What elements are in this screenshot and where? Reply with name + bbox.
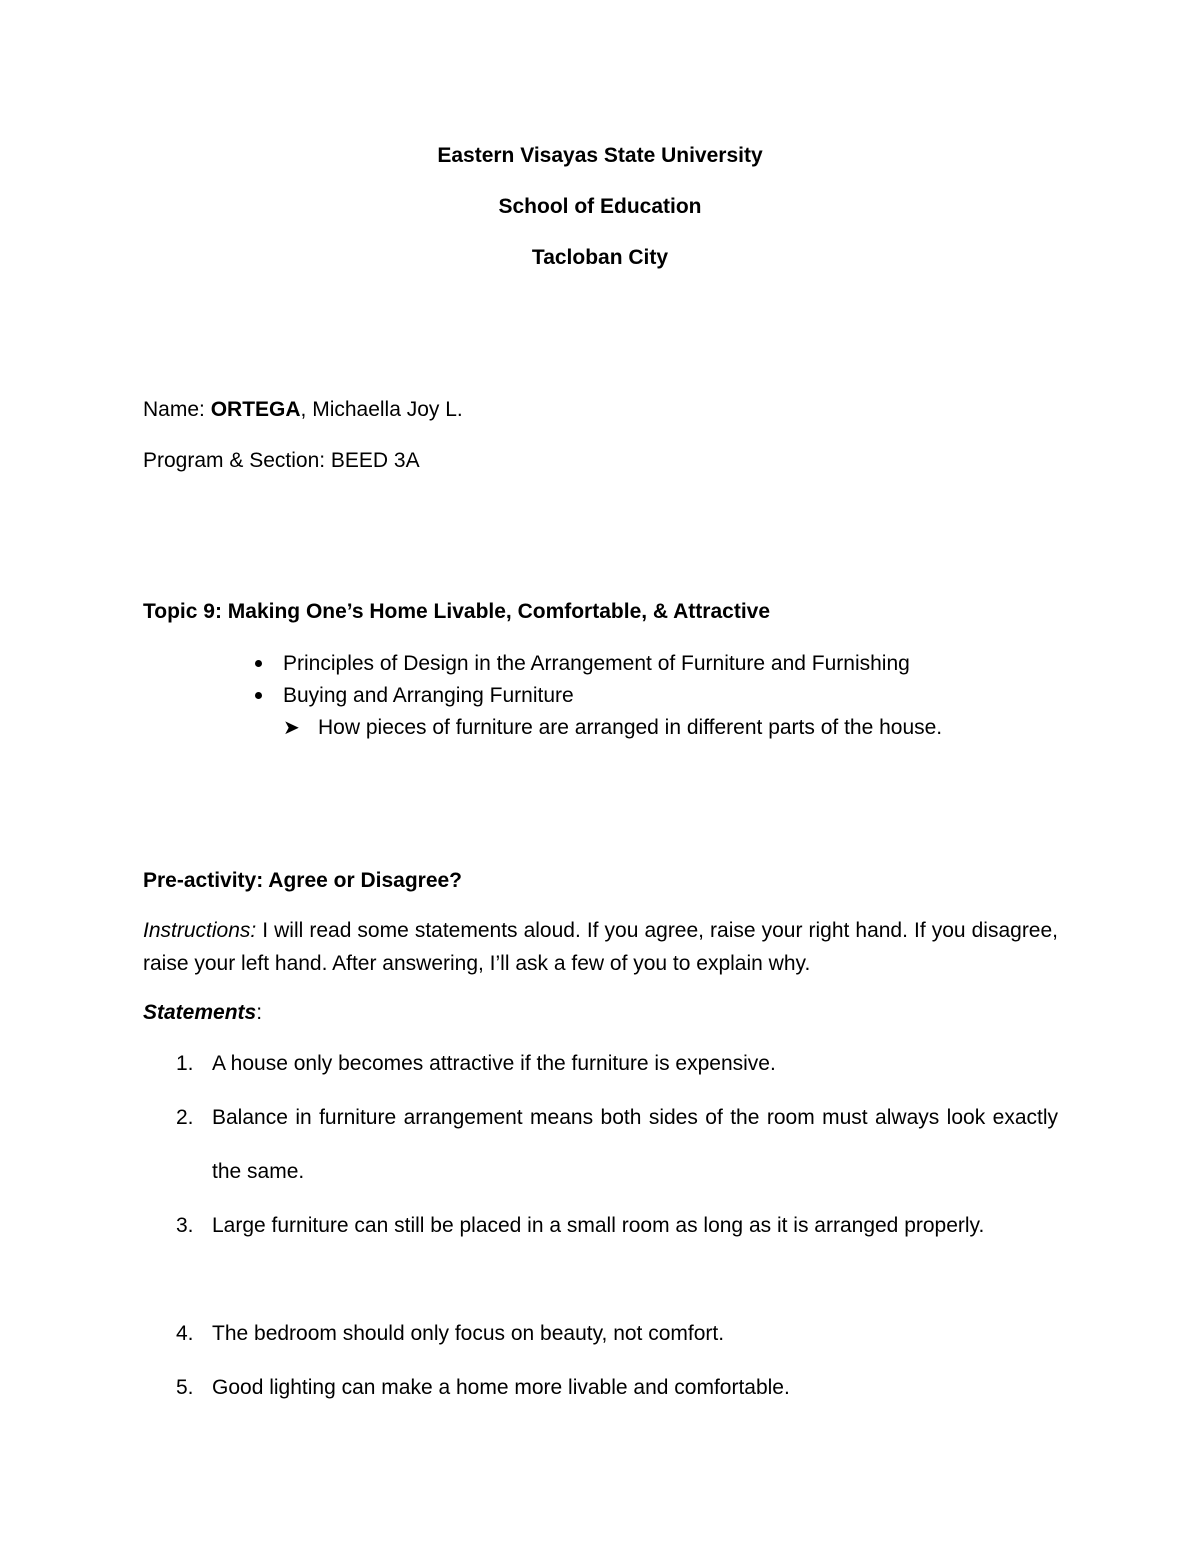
bullet-icon: [255, 692, 262, 699]
student-surname: ORTEGA: [210, 398, 301, 421]
topic-title: Topic 9: Making One’s Home Livable, Comfortable, & Attractive: [143, 600, 771, 623]
statement-number: 3.: [176, 1214, 194, 1237]
student-name: [143, 398, 463, 422]
statements-heading: [143, 1001, 262, 1025]
name-label: Name:: [143, 398, 211, 421]
topic-bullet-2: Buying and Arranging Furniture: [283, 684, 574, 707]
statement-number: 2.: [176, 1106, 194, 1129]
instructions-label: Instructions:: [143, 919, 257, 942]
statement-text: The bedroom should only focus on beauty, not comfort.: [212, 1322, 725, 1345]
bullet-icon: [255, 660, 262, 667]
statement-number: 5.: [176, 1376, 194, 1399]
preactivity-title: Pre-activity: Agree or Disagree?: [143, 869, 463, 892]
statement-text: Balance in furniture arrangement means both sides of the room must always look exactly the same.: [212, 1106, 1058, 1183]
statements-colon: :: [256, 1001, 263, 1024]
statement-number: 4.: [176, 1322, 194, 1345]
city-title: Tacloban City: [531, 246, 669, 269]
topic-bullet-1: Principles of Design in the Arrangement of Furniture and Furnishing: [283, 652, 910, 675]
university-title: Eastern Visayas State University: [437, 144, 763, 167]
school-title: School of Education: [498, 195, 702, 218]
student-given-names: , Michaella Joy L.: [300, 398, 463, 421]
statement-number: 1.: [176, 1052, 194, 1075]
statement-text: Good lighting can make a home more livable and comfortable.: [212, 1376, 790, 1399]
statements-label: Statements: [143, 1001, 257, 1024]
topic-sub-bullet: How pieces of furniture are arranged in different parts of the house.: [318, 716, 943, 739]
instructions-paragraph: [143, 914, 1058, 980]
instructions-text: I will read some statements aloud. If you agree, raise your right hand. If you disagree, raise your left hand. After answering, I’ll ask a few of you to explain why.: [143, 919, 1058, 975]
statement-text: Large furniture can still be placed in a small room as long as it is arranged properly.: [212, 1214, 985, 1237]
arrow-bullet-icon: ➤: [283, 717, 300, 739]
program-section: Program & Section: BEED 3A: [143, 449, 420, 472]
statement-text: A house only becomes attractive if the furniture is expensive.: [212, 1052, 776, 1075]
